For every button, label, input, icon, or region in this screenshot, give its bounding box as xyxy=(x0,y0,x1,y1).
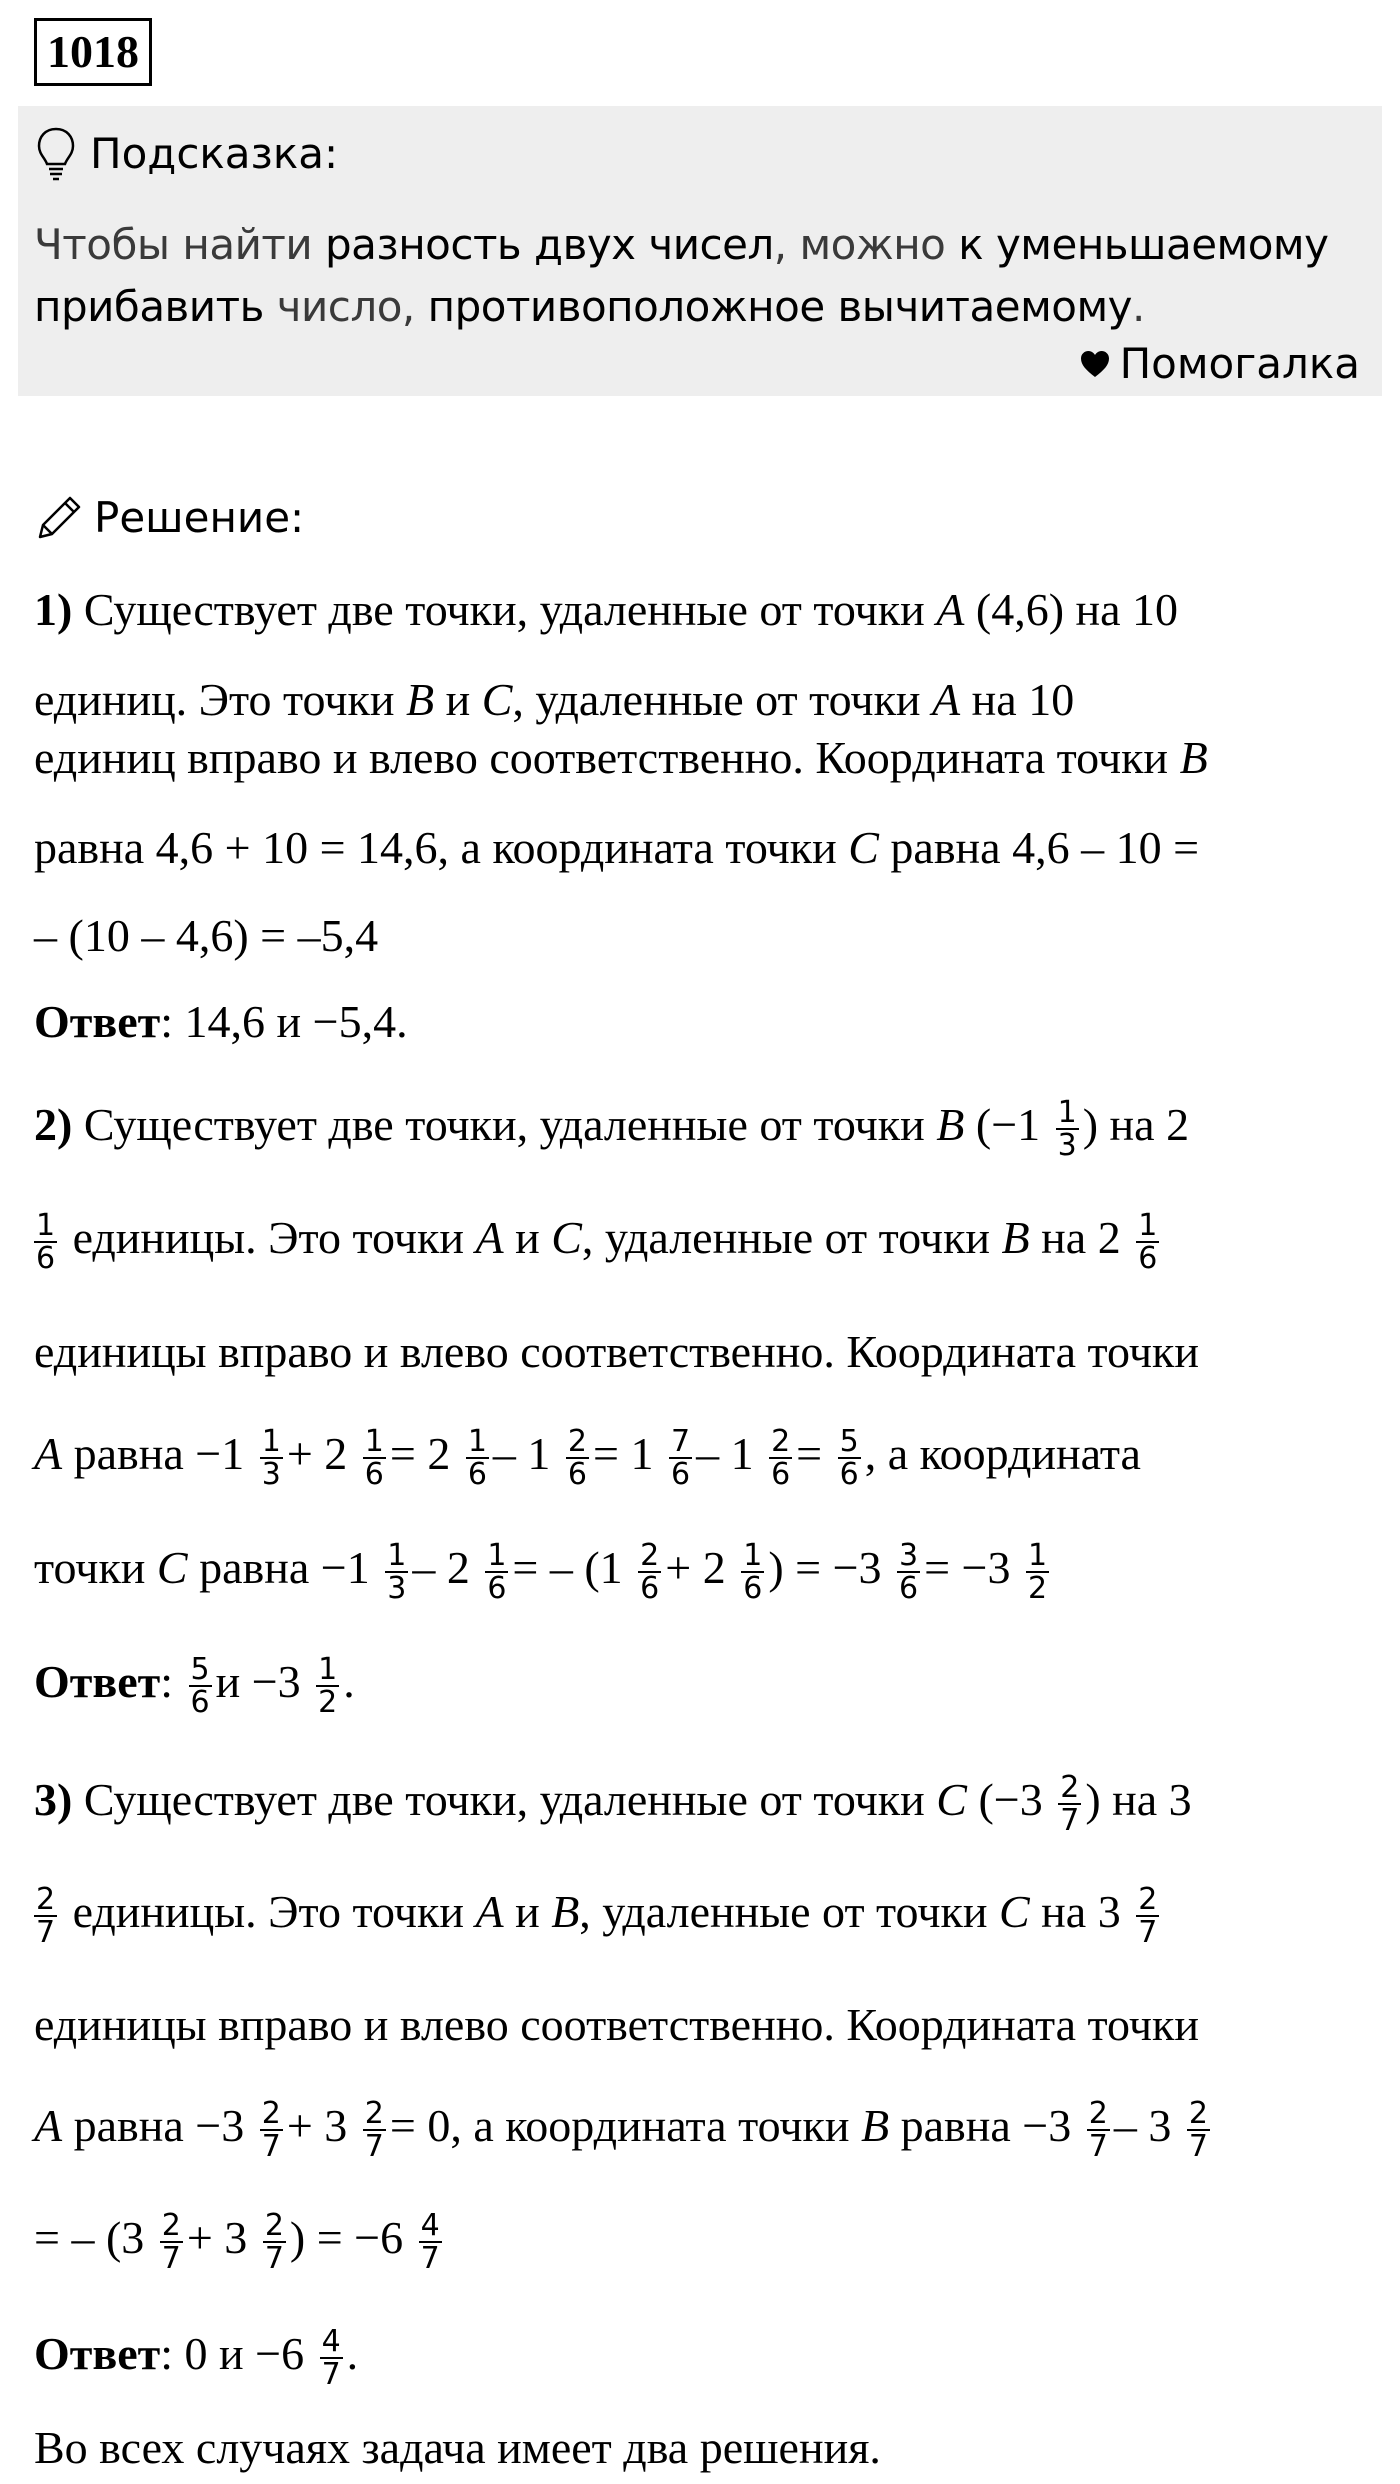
denominator: 7 xyxy=(261,2129,281,2165)
text: на 3 xyxy=(1029,1886,1121,1937)
numerator: 2 xyxy=(36,1881,56,1917)
numerator: 1 xyxy=(467,1423,487,1459)
numerator: 2 xyxy=(567,1423,588,1459)
fraction xyxy=(34,1881,57,1951)
text: точки xyxy=(34,1542,157,1593)
solution-line xyxy=(34,2096,1214,2163)
answer-label: Ответ xyxy=(34,996,161,1047)
text: – 1 xyxy=(492,1428,551,1479)
denominator: 6 xyxy=(190,1685,210,1721)
denominator: 6 xyxy=(567,1457,588,1493)
point-label: A xyxy=(34,2100,63,2151)
numerator: 7 xyxy=(670,1423,691,1459)
fraction xyxy=(363,2095,386,2165)
denominator: 6 xyxy=(839,1457,859,1493)
part-number: 1) xyxy=(34,584,73,635)
numerator: 4 xyxy=(420,2207,440,2243)
numerator: 2 xyxy=(1188,2095,1208,2131)
text: = 1 xyxy=(593,1428,654,1479)
numerator: 2 xyxy=(1088,2095,1108,2131)
numerator: 5 xyxy=(190,1651,210,1687)
numerator: 2 xyxy=(771,1423,791,1459)
answer-label: Ответ xyxy=(34,2328,161,2379)
solution-line xyxy=(34,2208,446,2275)
hint-panel xyxy=(18,106,1382,396)
denominator: 7 xyxy=(1060,1803,1080,1839)
text: и xyxy=(503,1212,552,1263)
fraction xyxy=(260,1423,283,1493)
answer-line xyxy=(34,1652,355,1719)
text: = −3 xyxy=(924,1542,1011,1593)
hint-title: Подсказка: xyxy=(90,129,339,178)
text: единицы. Это точки xyxy=(72,1886,476,1937)
answer-line xyxy=(34,992,408,1052)
hint-text-part: число, xyxy=(263,282,428,331)
text: = 2 xyxy=(389,1428,451,1479)
numerator: 4 xyxy=(321,2323,341,2359)
point-label: B xyxy=(1001,1212,1030,1263)
solution-line xyxy=(34,1322,1199,1382)
solution-line xyxy=(34,1424,1141,1491)
numerator: 1 xyxy=(487,1537,507,1573)
text: на 2 xyxy=(1029,1212,1121,1263)
denominator: 7 xyxy=(1188,2129,1208,2165)
denominator: 3 xyxy=(387,1571,407,1607)
text: единиц. Это точки xyxy=(34,674,406,725)
text: равна −1 xyxy=(62,1428,245,1479)
answer-text: . xyxy=(343,1656,355,1707)
denominator: 6 xyxy=(1138,1241,1158,1277)
point-label: C xyxy=(156,1542,188,1593)
lightbulb-icon xyxy=(36,126,76,182)
fraction xyxy=(1136,1207,1159,1277)
fraction xyxy=(320,2323,343,2393)
text: единицы. Это точки xyxy=(72,1212,476,1263)
text: единицы вправо и влево соответственно. Координата точки xyxy=(34,1326,1199,1377)
denominator: 6 xyxy=(467,1457,487,1493)
numerator: 2 xyxy=(640,1537,660,1573)
text: + 2 xyxy=(665,1542,726,1593)
text: и xyxy=(434,674,482,725)
point-label: C xyxy=(936,1774,967,1825)
point-label: B xyxy=(405,674,435,725)
text: ) на 2 xyxy=(1082,1099,1190,1150)
answer-text: и −3 xyxy=(215,1656,301,1707)
text: + 3 xyxy=(186,2212,248,2263)
hint-emphasis: прибавить xyxy=(34,282,264,331)
fraction xyxy=(1187,2095,1210,2165)
part-number: 2) xyxy=(34,1099,73,1150)
fraction xyxy=(897,1537,920,1607)
numerator: 2 xyxy=(1138,1881,1158,1917)
fraction xyxy=(1056,1094,1079,1164)
denominator: 7 xyxy=(161,2241,181,2277)
denominator: 3 xyxy=(1057,1128,1077,1164)
point-label: A xyxy=(932,674,961,725)
numerator: 1 xyxy=(261,1423,281,1459)
text: + 2 xyxy=(286,1428,348,1479)
text: равна −3 xyxy=(62,2100,245,2151)
text: – 2 xyxy=(412,1542,470,1593)
point-label: B xyxy=(861,2100,890,2151)
text: (4,6) на 10 xyxy=(964,584,1179,635)
denominator: 6 xyxy=(487,1571,507,1607)
solution-line xyxy=(34,1538,1053,1605)
numerator: 5 xyxy=(839,1423,859,1459)
answer-text: : xyxy=(160,1656,174,1707)
fraction xyxy=(1026,1537,1049,1607)
text: ) на 3 xyxy=(1085,1774,1192,1825)
denominator: 6 xyxy=(771,1457,791,1493)
fraction xyxy=(1058,1769,1081,1839)
solution-line xyxy=(34,580,1178,640)
fraction xyxy=(741,1537,764,1607)
numerator: 1 xyxy=(364,1423,384,1459)
answer-text: : 0 и −6 xyxy=(160,2328,305,2379)
point-label: B xyxy=(936,1099,965,1150)
solution-header xyxy=(34,488,304,548)
text: = 0, а координата точки xyxy=(389,2100,861,2151)
text: ) = −6 xyxy=(289,2212,404,2263)
hint-text-part: . xyxy=(1132,282,1145,331)
fraction xyxy=(316,1651,339,1721)
answer-text: . xyxy=(346,2328,359,2379)
point-label: B xyxy=(1179,732,1208,783)
answer-line xyxy=(34,2324,358,2391)
fraction xyxy=(34,1207,57,1277)
pencil-icon xyxy=(34,493,84,543)
solution-line xyxy=(34,906,378,966)
numerator: 1 xyxy=(318,1651,338,1687)
point-label: C xyxy=(481,674,513,725)
text: Существует две точки, удаленные от точки xyxy=(72,1099,937,1150)
hint-header xyxy=(36,124,338,184)
fraction xyxy=(419,2207,442,2277)
text: равна 4,6 + 10 = 14,6, а координата точки xyxy=(34,822,849,873)
text: ) = −3 xyxy=(768,1542,882,1593)
numerator: 1 xyxy=(1028,1537,1048,1573)
denominator: 7 xyxy=(1138,1915,1158,1951)
fraction xyxy=(1136,1881,1159,1951)
point-label: B xyxy=(551,1886,580,1937)
denominator: 6 xyxy=(364,1457,384,1493)
text: = – (3 xyxy=(34,2212,145,2263)
solution-line xyxy=(34,1882,1163,1949)
text: Существует две точки, удаленные от точки xyxy=(72,584,937,635)
denominator: 6 xyxy=(899,1571,919,1607)
fraction xyxy=(769,1423,792,1493)
denominator: 7 xyxy=(36,1915,56,1951)
solution-line xyxy=(34,1095,1189,1162)
part-number: 3) xyxy=(34,1774,73,1825)
numerator: 2 xyxy=(264,2207,284,2243)
text: равна −3 xyxy=(889,2100,1072,2151)
point-label: C xyxy=(551,1212,582,1263)
text: на 10 xyxy=(960,674,1075,725)
text: , удаленные от точки xyxy=(581,1212,1002,1263)
fraction xyxy=(160,2207,183,2277)
hint-text-part: , можно xyxy=(773,220,959,269)
numerator: 2 xyxy=(364,2095,384,2131)
denominator: 6 xyxy=(670,1457,691,1493)
fraction xyxy=(669,1423,692,1493)
text: равна −1 xyxy=(187,1542,370,1593)
hint-emphasis: противоположное вычитаемому xyxy=(427,282,1133,331)
fraction xyxy=(263,2207,286,2277)
denominator: 3 xyxy=(261,1457,281,1493)
text: – (10 – 4,6) = –5,4 xyxy=(34,910,379,961)
fraction xyxy=(485,1537,508,1607)
fraction xyxy=(1087,2095,1110,2165)
text: равна 4,6 – 10 = xyxy=(878,822,1200,873)
conclusion: Во всех случаях задача имеет два решения. xyxy=(34,2422,881,2473)
solution-line xyxy=(34,818,1199,878)
hint-emphasis: к уменьшаемому xyxy=(958,220,1329,269)
denominator: 6 xyxy=(640,1571,660,1607)
solution-title: Решение: xyxy=(94,493,305,542)
solution-line xyxy=(34,1995,1199,2055)
hint-emphasis: разность двух чисел xyxy=(324,220,774,269)
denominator: 6 xyxy=(743,1571,763,1607)
text: , а координата xyxy=(864,1428,1141,1479)
numerator: 2 xyxy=(161,2207,181,2243)
point-label: A xyxy=(475,1212,504,1263)
denominator: 7 xyxy=(364,2129,384,2165)
text: , удаленные от точки xyxy=(579,1886,999,1937)
text: , удаленные от точки xyxy=(512,674,933,725)
text: единиц вправо и влево соответственно. Координата точки xyxy=(34,732,1180,783)
solution-line xyxy=(34,670,1074,730)
numerator: 2 xyxy=(1060,1769,1080,1805)
point-label: A xyxy=(34,1428,63,1479)
fraction xyxy=(189,1651,212,1721)
point-label: C xyxy=(998,1886,1030,1937)
text: (−3 xyxy=(966,1774,1043,1825)
solution-line xyxy=(34,1208,1163,1275)
numerator: 2 xyxy=(261,2095,281,2131)
denominator: 6 xyxy=(36,1241,56,1277)
point-label: C xyxy=(848,822,879,873)
denominator: 7 xyxy=(420,2241,440,2277)
fraction xyxy=(638,1537,661,1607)
numerator: 1 xyxy=(1057,1094,1077,1130)
answer-label: Ответ xyxy=(34,1656,161,1707)
denominator: 2 xyxy=(1028,1571,1048,1607)
text: Существует две точки, удаленные от точки xyxy=(72,1774,937,1825)
solution-line xyxy=(34,1770,1192,1837)
hint-signature xyxy=(1080,334,1360,394)
fraction xyxy=(363,1423,386,1493)
numerator: 1 xyxy=(387,1537,407,1573)
text: = xyxy=(796,1428,823,1479)
fraction xyxy=(385,1537,408,1607)
denominator: 7 xyxy=(264,2241,284,2277)
solution-line xyxy=(34,728,1208,788)
signature-text: Помогалка xyxy=(1119,339,1360,388)
text: – 1 xyxy=(696,1428,754,1479)
fraction xyxy=(260,2095,283,2165)
task-number: 1018 xyxy=(34,18,152,86)
numerator: 3 xyxy=(899,1537,919,1573)
text: (−1 xyxy=(964,1099,1041,1150)
text: – 3 xyxy=(1113,2100,1172,2151)
numerator: 1 xyxy=(1138,1207,1158,1243)
denominator: 7 xyxy=(321,2357,341,2393)
hint-text xyxy=(34,214,1364,338)
point-label: A xyxy=(475,1886,504,1937)
fraction xyxy=(466,1423,489,1493)
numerator: 1 xyxy=(743,1537,763,1573)
hint-text-part: Чтобы найти xyxy=(34,220,325,269)
heart-icon xyxy=(1080,350,1110,378)
fraction xyxy=(566,1423,589,1493)
text: = – (1 xyxy=(512,1542,623,1593)
fraction xyxy=(838,1423,861,1493)
denominator: 7 xyxy=(1088,2129,1108,2165)
text: единицы вправо и влево соответственно. Координата точки xyxy=(34,1999,1199,2050)
text: и xyxy=(503,1886,552,1937)
answer-text: : 14,6 и −5,4. xyxy=(160,996,408,1047)
point-label: A xyxy=(936,584,965,635)
numerator: 1 xyxy=(36,1207,56,1243)
text: + 3 xyxy=(286,2100,348,2151)
denominator: 2 xyxy=(318,1685,338,1721)
